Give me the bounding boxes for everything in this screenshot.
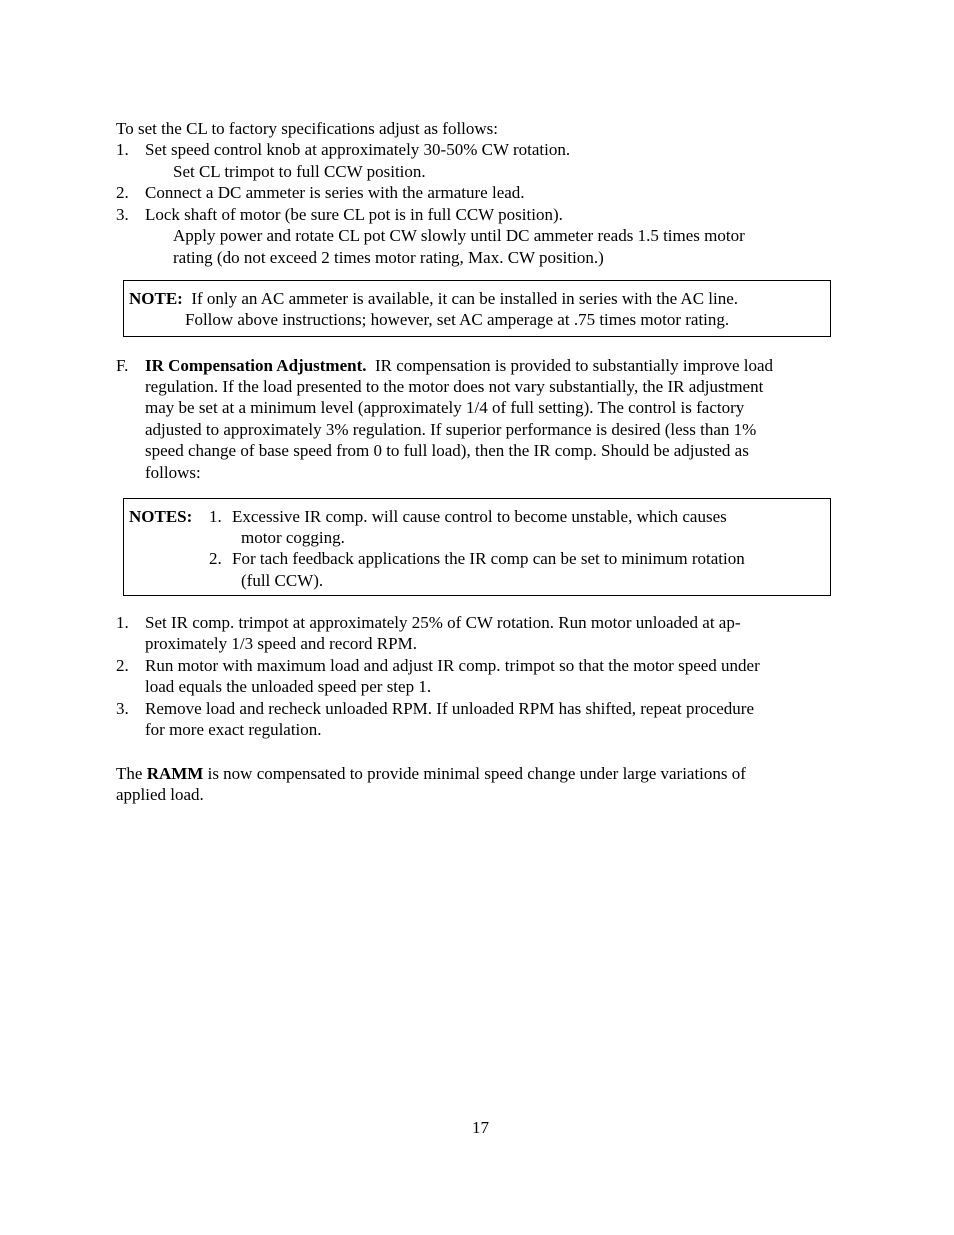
cl-step-1-sub-1: Set CL trimpot to full CCW position. [173, 162, 426, 181]
cl-step-3-num: 3. [116, 205, 129, 224]
ir-step-1-line-1: Set IR comp. trimpot at approximately 25% of CW rotation. Run motor unloaded at ap- [145, 613, 741, 632]
cl-step-2-num: 2. [116, 183, 129, 202]
section-f-text-1: IR compensation is provided to substantially improve load [375, 356, 774, 375]
ir-step-2-num: 2. [116, 656, 129, 675]
notes-item-1-line-2: motor cogging. [241, 528, 345, 547]
page-number: 17 [472, 1118, 489, 1137]
note-line-1 [129, 288, 738, 309]
intro-text: To set the CL to factory specifications adjust as follows: [116, 119, 499, 138]
notes-item-2-line-1: For tach feedback applications the IR comp can be set to minimum rotation [232, 549, 745, 568]
cl-step-3-sub-2: rating (do not exceed 2 times motor rating, Max. CW position.) [173, 248, 604, 267]
section-f-text-4: adjusted to approximately 3% regulation. If superior performance is desired (less than 1% [145, 420, 757, 439]
cl-step-3-text: Lock shaft of motor (be sure CL pot is in full CCW position). [145, 205, 563, 224]
closing-line-2: applied load. [116, 785, 204, 804]
ir-step-1-line-2: proximately 1/3 speed and record RPM. [145, 634, 417, 653]
notes-label [129, 506, 192, 527]
section-f-line-1 [145, 355, 773, 376]
closing-pre: The [116, 764, 143, 783]
closing-post: is now compensated to provide minimal speed change under large variations of [207, 764, 746, 783]
section-f-heading: IR Compensation Adjustment. [145, 356, 367, 375]
closing-ramm: RAMM [146, 764, 204, 783]
section-f-text-3: may be set at a minimum level (approximately 1/4 of full setting). The control is factory [145, 398, 745, 417]
notes-item-2-num: 2. [209, 549, 222, 568]
notes-label-text: NOTES: [129, 507, 193, 526]
notes-item-2-line-2: (full CCW). [241, 571, 324, 590]
notes-item-1-num: 1. [209, 507, 222, 526]
section-f-text-6: follows: [145, 463, 201, 482]
closing-line-1 [116, 763, 746, 784]
ir-step-2-line-1: Run motor with maximum load and adjust IR comp. trimpot so that the motor speed under [145, 656, 760, 675]
section-f-text-5: speed change of base speed from 0 to full load), then the IR comp. Should be adjusted as [145, 441, 749, 460]
ir-step-2-line-2: load equals the unloaded speed per step 1. [145, 677, 432, 696]
cl-step-1-num: 1. [116, 140, 129, 159]
cl-step-2-text: Connect a DC ammeter is series with the armature lead. [145, 183, 525, 202]
section-f-text-2: regulation. If the load presented to the motor does not vary substantially, the IR adjustment [145, 377, 764, 396]
section-f-letter: F. [116, 356, 129, 375]
notes-item-1-line-1: Excessive IR comp. will cause control to become unstable, which causes [232, 507, 727, 526]
note-label: NOTE: [129, 289, 183, 308]
note-text-1: If only an AC ammeter is available, it can be installed in series with the AC line. [191, 289, 739, 308]
ir-step-3-num: 3. [116, 699, 129, 718]
cl-step-3-sub-1: Apply power and rotate CL pot CW slowly until DC ammeter reads 1.5 times motor [173, 226, 745, 245]
ir-step-3-line-2: for more exact regulation. [145, 720, 322, 739]
cl-step-1-text: Set speed control knob at approximately 30-50% CW rotation. [145, 140, 571, 159]
ir-step-3-line-1: Remove load and recheck unloaded RPM. If unloaded RPM has shifted, repeat procedure [145, 699, 754, 718]
ir-step-1-num: 1. [116, 613, 129, 632]
note-text-2: Follow above instructions; however, set AC amperage at .75 times motor rating. [185, 310, 730, 329]
